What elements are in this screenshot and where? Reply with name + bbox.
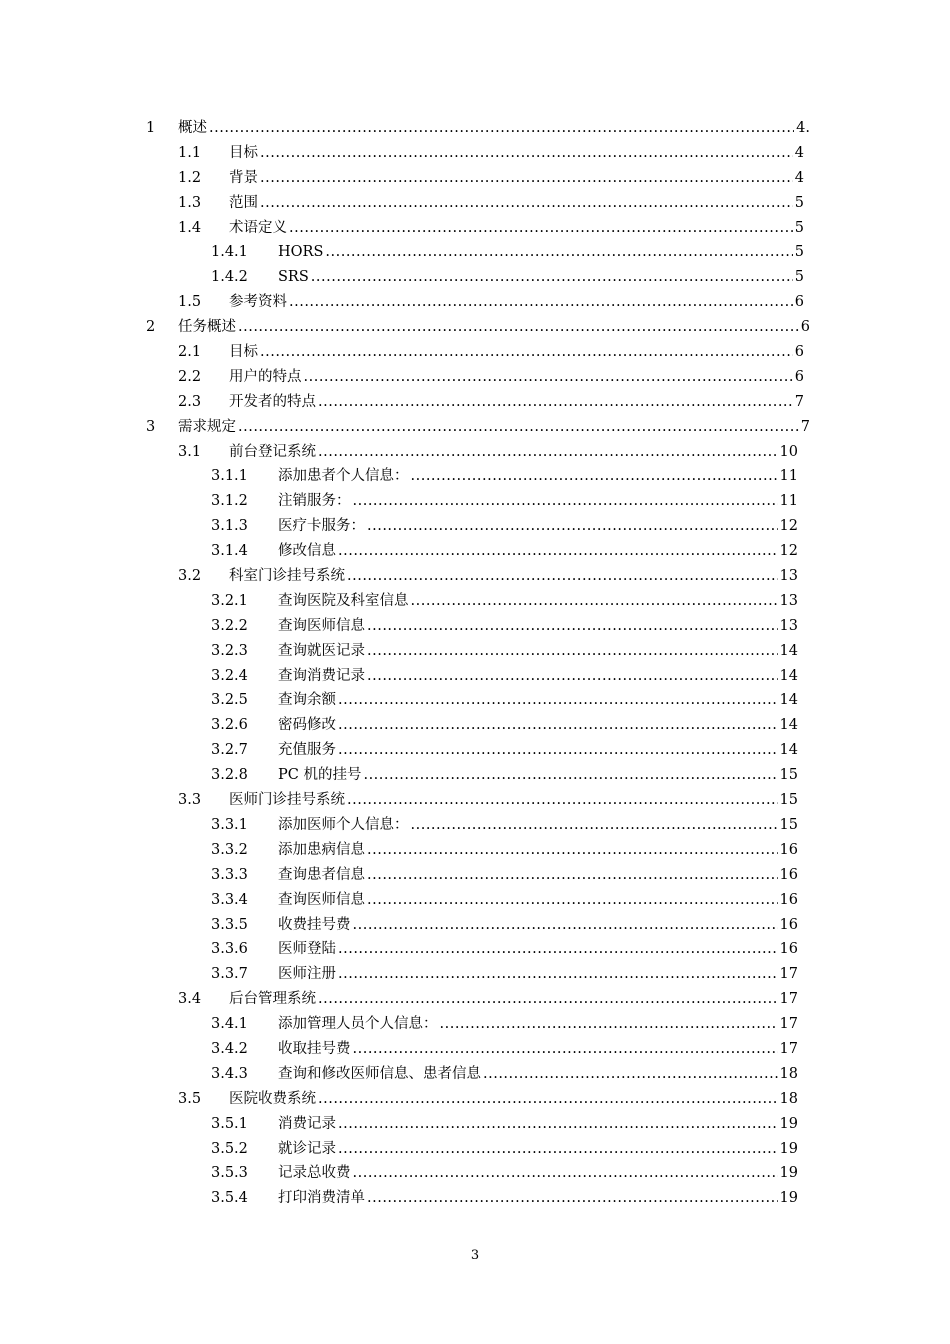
toc-entry-title[interactable]: 目标 <box>229 344 258 361</box>
toc-entry-leader-line <box>229 166 804 191</box>
toc-entry-title[interactable]: 查询患者信息 <box>278 866 365 883</box>
toc-entry-leader-line <box>278 265 804 290</box>
toc-entry-page: 6 <box>794 344 804 361</box>
toc-entry-number: 3.2.8 <box>211 767 248 784</box>
toc-entry-dot-leader <box>411 589 778 614</box>
toc-entry-page: 5 <box>794 269 804 286</box>
toc-entry-title[interactable]: 添加患者个人信息： <box>278 468 409 485</box>
toc-entry-leader-line <box>278 863 798 888</box>
toc-entry-number: 3.2.7 <box>211 742 248 759</box>
toc-entry-dot-leader <box>353 913 778 938</box>
toc-entry-page: 18 <box>779 1090 798 1107</box>
toc-entry[interactable] <box>0 1062 950 1087</box>
toc-entry[interactable] <box>0 1112 950 1137</box>
toc-entry-title[interactable]: 密码修改 <box>278 717 336 734</box>
toc-entry-title[interactable]: 打印消费清单 <box>278 1190 365 1207</box>
toc-entry-title[interactable]: 查询和修改医师信息、患者信息 <box>278 1065 481 1082</box>
toc-entry[interactable] <box>0 1186 950 1211</box>
toc-entry[interactable] <box>0 240 950 265</box>
toc-entry-leader-line <box>278 962 798 987</box>
toc-entry-title[interactable]: 修改信息 <box>278 543 336 560</box>
toc-entry-dot-leader <box>338 1112 778 1137</box>
toc-entry-number: 3.3.1 <box>211 816 248 833</box>
toc-entry-leader-line <box>229 191 804 216</box>
toc-entry-dot-leader <box>260 166 793 191</box>
toc-entry-dot-leader <box>238 415 799 440</box>
toc-entry-title[interactable]: 查询医院及科室信息 <box>278 592 409 609</box>
toc-entry-page: 14 <box>779 742 798 759</box>
toc-entry-page: 10 <box>779 443 798 460</box>
toc-entry-leader-line <box>229 340 804 365</box>
toc-entry[interactable] <box>0 888 950 913</box>
toc-entry-leader-line <box>278 1161 798 1186</box>
toc-entry-leader-line <box>178 116 810 141</box>
toc-entry-dot-leader <box>304 365 793 390</box>
toc-entry-dot-leader <box>260 191 793 216</box>
toc-entry-leader-line <box>229 788 798 813</box>
toc-entry-page: 19 <box>779 1190 798 1207</box>
toc-entry-leader-line <box>278 763 798 788</box>
toc-entry-page: 14 <box>779 642 798 659</box>
toc-entry-number: 3.5.3 <box>211 1165 248 1182</box>
toc-entry-page: 7 <box>794 393 804 410</box>
toc-entry-title[interactable]: 医疗卡服务： <box>278 518 365 535</box>
toc-entry-page: 15 <box>779 816 798 833</box>
toc-entry-leader-line <box>278 664 798 689</box>
toc-entry-page: 5 <box>794 194 804 211</box>
toc-entry-page: 6 <box>800 319 810 336</box>
toc-entry-number: 3 <box>146 418 156 435</box>
toc-entry-title[interactable]: 添加患病信息 <box>278 841 365 858</box>
toc-entry[interactable] <box>0 1037 950 1062</box>
toc-entry-dot-leader <box>411 464 778 489</box>
toc-entry-leader-line <box>278 888 798 913</box>
toc-entry-number: 2.2 <box>178 368 202 385</box>
toc-entry-number: 1 <box>146 120 156 136</box>
toc-entry-dot-leader <box>289 290 793 315</box>
toc-entry-number: 3.2.5 <box>211 692 248 709</box>
toc-entry-title[interactable]: 收费挂号费 <box>278 916 351 933</box>
toc-entry-title[interactable]: SRS <box>278 269 309 286</box>
toc-entry-page: 11 <box>779 493 798 510</box>
toc-entry-number: 1.4.2 <box>211 269 248 286</box>
toc-entry-title[interactable]: 查询医师信息 <box>278 891 365 908</box>
toc-entry-title[interactable]: 开发者的特点 <box>229 393 316 410</box>
toc-entry-dot-leader <box>318 440 778 465</box>
toc-entry[interactable] <box>0 216 950 241</box>
toc-entry-page: 7 <box>800 418 810 435</box>
toc-entry[interactable] <box>0 166 950 191</box>
toc-entry-page: 16 <box>779 916 798 933</box>
toc-entry[interactable] <box>0 340 950 365</box>
toc-entry-number: 1.1 <box>178 144 202 161</box>
toc-entry-number: 3.2.2 <box>211 617 248 634</box>
toc-entry-number: 1.5 <box>178 294 202 311</box>
toc-entry-dot-leader <box>347 564 778 589</box>
toc-entry-page: 18 <box>779 1065 798 1082</box>
toc-entry[interactable] <box>0 539 950 564</box>
toc-entry[interactable] <box>0 365 950 390</box>
toc-entry-dot-leader <box>238 315 799 340</box>
toc-entry-title[interactable]: 医师门诊挂号系统 <box>229 792 345 809</box>
toc-entry-dot-leader <box>367 863 778 888</box>
toc-entry-title[interactable]: 概述 <box>178 120 207 136</box>
toc-entry[interactable] <box>0 664 950 689</box>
toc-entry[interactable] <box>0 464 950 489</box>
toc-entry[interactable] <box>0 564 950 589</box>
toc-entry-number: 1.4.1 <box>211 244 248 261</box>
toc-entry-number: 1.3 <box>178 194 202 211</box>
toc-entry[interactable] <box>0 141 950 166</box>
toc-entry-number: 3.1 <box>178 443 202 460</box>
toc-entry-title[interactable]: 后台管理系统 <box>229 991 316 1008</box>
toc-entry-title[interactable]: 消费记录 <box>278 1115 336 1132</box>
toc-entry[interactable] <box>0 937 950 962</box>
toc-entry-number: 2.3 <box>178 393 202 410</box>
toc-entry-title[interactable]: 范围 <box>229 194 258 211</box>
toc-entry-dot-leader <box>338 539 778 564</box>
toc-entry-leader-line <box>278 713 798 738</box>
toc-entry-title[interactable]: 术语定义 <box>229 219 287 236</box>
toc-entry-leader-line <box>229 365 804 390</box>
toc-entry-page: 17 <box>779 1016 798 1033</box>
toc-entry-page: 11 <box>779 468 798 485</box>
toc-entry-number: 1.2 <box>178 169 202 186</box>
toc-entry-number: 3.3.5 <box>211 916 248 933</box>
toc-entry-dot-leader <box>367 1186 778 1211</box>
toc-entry-page: 16 <box>779 941 798 958</box>
toc-entry-dot-leader <box>353 489 778 514</box>
toc-entry-dot-leader <box>289 216 793 241</box>
toc-entry-number: 3.5 <box>178 1090 202 1107</box>
toc-entry[interactable] <box>0 688 950 713</box>
toc-entry-number: 3.4 <box>178 991 202 1008</box>
toc-entry-leader-line <box>278 738 798 763</box>
toc-entry-number: 3.3.4 <box>211 891 248 908</box>
toc-entry-leader-line <box>278 464 798 489</box>
toc-entry[interactable] <box>0 1137 950 1162</box>
toc-entry[interactable] <box>0 713 950 738</box>
toc-entry-page: 19 <box>779 1165 798 1182</box>
toc-entry-page: 17 <box>779 991 798 1008</box>
toc-entry-number: 3.5.2 <box>211 1140 248 1157</box>
toc-entry-page: 15 <box>779 767 798 784</box>
toc-entry-page: 12 <box>779 518 798 535</box>
toc-entry-dot-leader <box>338 1137 778 1162</box>
toc-entry-title[interactable]: 就诊记录 <box>278 1140 336 1157</box>
toc-entry-title[interactable]: 用户的特点 <box>229 368 302 385</box>
page-number: 3 <box>470 1248 480 1263</box>
toc-entry[interactable] <box>0 1161 950 1186</box>
toc-entry-leader-line <box>278 514 798 539</box>
toc-entry-page: 17 <box>779 966 798 983</box>
toc-entry-dot-leader <box>367 664 778 689</box>
toc-entry-title[interactable]: 需求规定 <box>178 418 236 435</box>
toc-entry-dot-leader <box>338 738 778 763</box>
toc-entry[interactable] <box>0 116 950 141</box>
toc-entry-page: 16 <box>779 891 798 908</box>
toc-entry-number: 3.5.4 <box>211 1190 248 1207</box>
toc-entry-dot-leader <box>209 116 794 141</box>
toc-entry-leader-line <box>278 240 804 265</box>
toc-entry-leader-line <box>178 315 810 340</box>
toc-entry-dot-leader <box>318 987 778 1012</box>
toc-entry-dot-leader <box>338 937 778 962</box>
toc-entry-dot-leader <box>325 240 792 265</box>
toc-entry-title[interactable]: 科室门诊挂号系统 <box>229 568 345 585</box>
toc-entry-number: 2 <box>146 319 156 336</box>
toc-entry-leader-line <box>278 539 798 564</box>
toc-entry-title[interactable]: 查询消费记录 <box>278 667 365 684</box>
toc-entry-leader-line <box>278 1012 798 1037</box>
toc-entry-leader-line <box>278 1186 798 1211</box>
toc-entry-number: 3.1.1 <box>211 468 248 485</box>
toc-entry-page: 5 <box>794 219 804 236</box>
toc-entry[interactable] <box>0 614 950 639</box>
toc-entry-title[interactable]: 背景 <box>229 169 258 186</box>
toc-entry-page: 16 <box>779 841 798 858</box>
toc-entry-dot-leader <box>318 390 793 415</box>
toc-entry-dot-leader <box>338 688 778 713</box>
toc-entry-leader-line <box>278 813 798 838</box>
toc-entry[interactable] <box>0 390 950 415</box>
toc-entry-number: 3.2 <box>178 568 202 585</box>
toc-entry-dot-leader <box>338 962 778 987</box>
toc-entry-leader-line <box>278 614 798 639</box>
toc-entry-title[interactable]: 查询余额 <box>278 692 336 709</box>
toc-entry-number: 2.1 <box>178 344 202 361</box>
toc-entry-leader-line <box>178 415 810 440</box>
toc-entry-title[interactable]: PC 机的挂号 <box>278 767 362 784</box>
toc-entry[interactable] <box>0 987 950 1012</box>
toc-entry-leader-line <box>278 838 798 863</box>
toc-entry-dot-leader <box>367 888 778 913</box>
toc-entry-dot-leader <box>367 838 778 863</box>
toc-entry-number: 3.1.2 <box>211 493 248 510</box>
toc-entry[interactable] <box>0 514 950 539</box>
toc-entry-page: 5 <box>794 244 804 261</box>
toc-entry-title[interactable]: 注销服务： <box>278 493 351 510</box>
toc-entry-leader-line <box>278 1137 798 1162</box>
toc-entry-number: 3.5.1 <box>211 1115 248 1132</box>
toc-entry-title[interactable]: 医师登陆 <box>278 941 336 958</box>
toc-entry-number: 3.2.4 <box>211 667 248 684</box>
toc-entry-page: 6 <box>794 368 804 385</box>
toc-entry-title[interactable]: 参考资料 <box>229 294 287 311</box>
toc-entry-title[interactable]: 记录总收费 <box>278 1165 351 1182</box>
toc-entry-dot-leader <box>318 1087 778 1112</box>
toc-entry-leader-line <box>278 688 798 713</box>
toc-entry-leader-line <box>229 290 804 315</box>
toc-entry[interactable] <box>0 863 950 888</box>
toc-entry-dot-leader <box>353 1161 778 1186</box>
toc-entry-page: 12 <box>779 543 798 560</box>
toc-entry-number: 3.3.2 <box>211 841 248 858</box>
toc-entry-title[interactable]: 查询医师信息 <box>278 617 365 634</box>
toc-entry-page: 6 <box>794 294 804 311</box>
toc-entry-dot-leader <box>367 514 778 539</box>
toc-entry-page: 4 <box>794 144 804 161</box>
toc-entry[interactable] <box>0 489 950 514</box>
toc-entry-number: 1.4 <box>178 219 202 236</box>
toc-entry-title[interactable]: 充值服务 <box>278 742 336 759</box>
toc-entry-dot-leader <box>363 763 777 788</box>
toc-entry-title[interactable]: 查询就医记录 <box>278 642 365 659</box>
toc-entry-title[interactable]: 目标 <box>229 144 258 161</box>
toc-entry-page: 16 <box>779 866 798 883</box>
toc-entry-page: 14 <box>779 667 798 684</box>
toc-entry-title[interactable]: 添加管理人员个人信息： <box>278 1016 438 1033</box>
toc-entry-title[interactable]: 医院收费系统 <box>229 1090 316 1107</box>
toc-entry-leader-line <box>229 216 804 241</box>
toc-entry-number: 3.3.7 <box>211 966 248 983</box>
toc-entry-number: 3.2.1 <box>211 592 248 609</box>
toc-entry-leader-line <box>278 1112 798 1137</box>
toc-entry-number: 3.4.3 <box>211 1065 248 1082</box>
toc-entry[interactable] <box>0 763 950 788</box>
toc-entry[interactable] <box>0 838 950 863</box>
toc-entry-number: 3.3.3 <box>211 866 248 883</box>
toc-entry-page: 14 <box>779 692 798 709</box>
toc-entry[interactable] <box>0 415 950 440</box>
toc-entry-leader-line <box>278 1062 798 1087</box>
toc-entry-title[interactable]: 前台登记系统 <box>229 443 316 460</box>
toc-entry-number: 3.4.2 <box>211 1040 248 1057</box>
toc-entry-page: 14 <box>779 717 798 734</box>
toc-entry-leader-line <box>278 1037 798 1062</box>
toc-entry-page: 13 <box>779 617 798 634</box>
toc-entry-leader-line <box>229 390 804 415</box>
toc-entry-title[interactable]: 收取挂号费 <box>278 1040 351 1057</box>
toc-entry-number: 3.3 <box>178 792 202 809</box>
table-of-contents <box>0 116 950 1211</box>
toc-entry[interactable] <box>0 290 950 315</box>
toc-entry[interactable] <box>0 639 950 664</box>
toc-entry-leader-line <box>229 564 798 589</box>
toc-entry[interactable] <box>0 913 950 938</box>
toc-entry[interactable] <box>0 738 950 763</box>
toc-entry-leader-line <box>278 489 798 514</box>
toc-entry-page: 15 <box>779 792 798 809</box>
toc-entry-page: 19 <box>779 1140 798 1157</box>
toc-entry[interactable] <box>0 788 950 813</box>
toc-entry[interactable] <box>0 440 950 465</box>
toc-entry-title[interactable]: HORS <box>278 244 324 261</box>
toc-entry[interactable] <box>0 962 950 987</box>
toc-entry-page: 17 <box>779 1040 798 1057</box>
toc-entry[interactable] <box>0 315 950 340</box>
toc-entry-number: 3.2.3 <box>211 642 248 659</box>
toc-entry-page: 4. <box>796 120 810 136</box>
toc-entry-dot-leader <box>260 340 793 365</box>
toc-entry-page: 13 <box>779 568 798 585</box>
toc-entry-leader-line <box>229 1087 798 1112</box>
toc-entry-title[interactable]: 添加医师个人信息： <box>278 816 409 833</box>
toc-entry-dot-leader <box>347 788 778 813</box>
toc-entry[interactable] <box>0 589 950 614</box>
toc-entry-dot-leader <box>338 713 778 738</box>
toc-entry-number: 3.3.6 <box>211 941 248 958</box>
toc-entry-number: 3.2.6 <box>211 717 248 734</box>
toc-entry[interactable] <box>0 191 950 216</box>
toc-entry-leader-line <box>229 987 798 1012</box>
toc-entry-page: 19 <box>779 1115 798 1132</box>
toc-entry-dot-leader <box>411 813 778 838</box>
toc-entry-number: 3.1.3 <box>211 518 248 535</box>
toc-entry[interactable] <box>0 813 950 838</box>
toc-entry-title[interactable]: 医师注册 <box>278 966 336 983</box>
toc-entry-dot-leader <box>440 1012 778 1037</box>
toc-entry[interactable] <box>0 1087 950 1112</box>
toc-entry-dot-leader <box>311 265 793 290</box>
toc-entry-leader-line <box>278 913 798 938</box>
toc-entry-leader-line <box>278 639 798 664</box>
toc-entry-leader-line <box>229 141 804 166</box>
toc-entry-title[interactable]: 任务概述 <box>178 319 236 336</box>
toc-entry-page: 13 <box>779 592 798 609</box>
toc-entry-dot-leader <box>367 639 778 664</box>
toc-entry-leader-line <box>278 589 798 614</box>
toc-entry-dot-leader <box>353 1037 778 1062</box>
toc-entry[interactable] <box>0 265 950 290</box>
toc-entry-number: 3.1.4 <box>211 543 248 560</box>
toc-entry-number: 3.4.1 <box>211 1016 248 1033</box>
toc-entry-page: 4 <box>794 169 804 186</box>
toc-entry-dot-leader <box>483 1062 778 1087</box>
toc-entry-dot-leader <box>367 614 778 639</box>
toc-entry-leader-line <box>229 440 798 465</box>
toc-entry-dot-leader <box>260 141 793 166</box>
toc-entry[interactable] <box>0 1012 950 1037</box>
toc-entry-leader-line <box>278 937 798 962</box>
